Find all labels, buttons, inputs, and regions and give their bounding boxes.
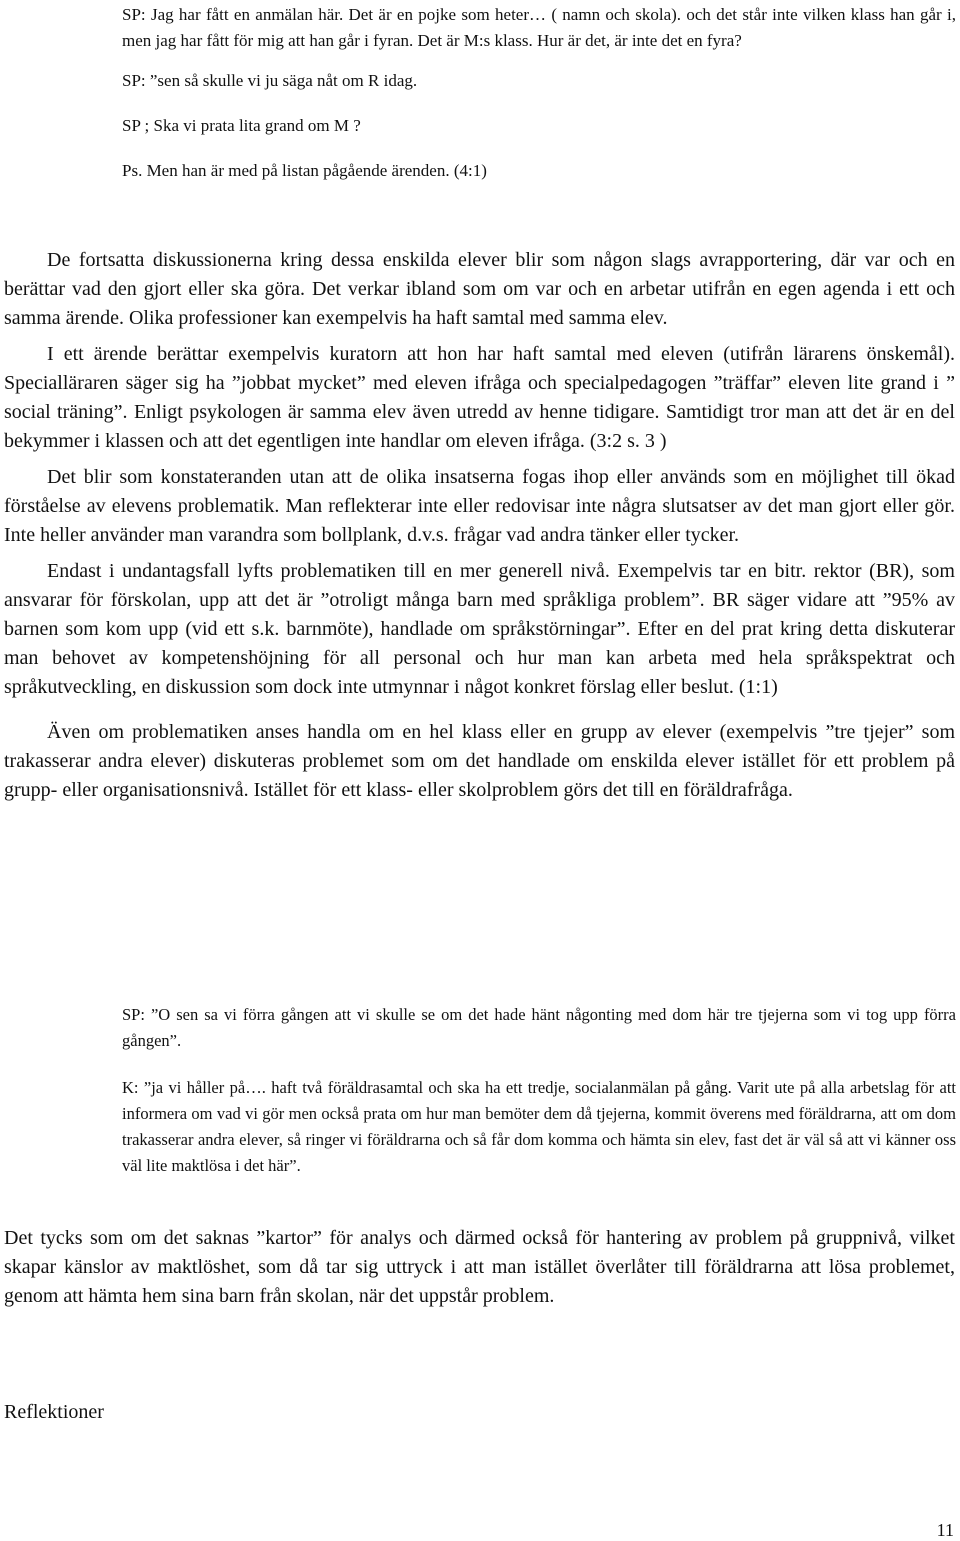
body-paragraph: I ett ärende berättar exempelvis kuratorn att hon har haft samtal med eleven (utifrån lärarens önskemål). Specialläraren säger sig ha ”jobbat mycket” med eleven ifråga och specialpedagogen ”träffar” eleven lite grand i ” social träning”. Enligt psykologen är samma elev även utredd av henne tidigare. Samtidigt tror man att det är en del bekymmer i klassen och att det egentligen inte handlar om eleven ifråga. (3:2 s. 3 ) [4,343,955,452]
body-paragraph: Det tycks som om det saknas ”kartor” för analys och därmed också för hantering av problem på gruppnivå, vilket skapar känslor av maktlöshet, som då tar sig uttryck i att man istället överlåter till föräldrarna att lösa problemet, genom att hämta hem sina barn från skolan, när det uppstår problem. [4,1227,955,1307]
quote-line-k: K: ”ja vi håller på…. haft två föräldrasamtal och ska ha ett tredje, socialanmälan på gång. Varit ute på alla arbetslag för att informera om vad vi gör men också prata om hur man bemöter dem då tjejerna, kommit överens med föräldrarna, att om dom trakasserar andra elever, så ringer vi föräldrarna och så får dom komma och hämta sin elev, fast det är väl så att vi känner oss väl lite maktlösa i det här”. [122,1078,956,1175]
body-paragraph: Även om problematiken anses handla om en hel klass eller en grupp av elever (exempelvis ”tre tjejer” som trakasserar andra elever) diskuteras problemet som om det handlade om enskilda elever istället för ett problem på grupp- eller organisationsnivå. Istället för ett klass- eller skolproblem görs det till en föräldrafråga. [4,721,955,801]
quote-line-2: SP: ”sen så skulle vi ju säga nåt om R idag. [122,71,418,90]
body-paragraph: Det blir som konstateranden utan att de olika insatserna fogas ihop eller används som en möjlighet till ökad förståelse av elevens problematik. Man reflekterar inte eller redovisar inte några slutsatser av det man gjort eller gör. Inte heller använder man varandra som bollplank, d.v.s. frågar vad andra tänker eller tycker. [4,466,955,546]
section-heading: Reflektioner [4,1401,104,1423]
body-section-1 [4,246,955,805]
body-paragraph: Endast i undantagsfall lyfts problematiken till en mer generell nivå. Exempelvis tar en bitr. rektor (BR), som ansvarar för förskolan, upp att det är ”otroligt många barn med språkliga problem”. BR säger vidare att ”95% av barnen som kom upp (vid ett s.k. barnmöte), handlade om språkstörningar”. Efter en del prat kring detta diskuterar man behovet av kompetenshöjning för all personal och hur man kan arbeta med hela språkspektrat och språkutveckling, en diskussion som dock inte utmynnar i något konkret förslag eller beslut. (1:1) [4,560,955,698]
quote-line-1: SP: Jag har fått en anmälan här. Det är en pojke som heter… ( namn och skola). och det står inte vilken klass han går i, men jag har fått för mig att han går i fyran. Det är M:s klass. Hur är det, är inte det en fyra? [122,5,956,50]
interview-quote-block-2 [122,1002,956,1179]
quote-line-4: Ps. Men han är med på listan pågående ärenden. (4:1) [122,161,487,180]
interview-quote-block-1 [122,2,956,184]
page-number: 11 [936,1520,954,1540]
quote-line-3: SP ; Ska vi prata lita grand om M ? [122,116,361,135]
body-paragraph: De fortsatta diskussionerna kring dessa enskilda elever blir som någon slags avrapportering, där var och en berättar vad den gjort eller ska göra. Det verkar ibland som om var och en arbetar utifrån en egen agenda i ett och samma ärende. Olika professioner kan exempelvis ha haft samtal med samma elev. [4,249,955,329]
body-section-2 [4,1224,955,1311]
quote-line-sp: SP: ”O sen sa vi förra gången att vi skulle se om det hade hänt någonting med dom här tre tjejerna som vi tog upp förra gången”. [122,1005,956,1050]
